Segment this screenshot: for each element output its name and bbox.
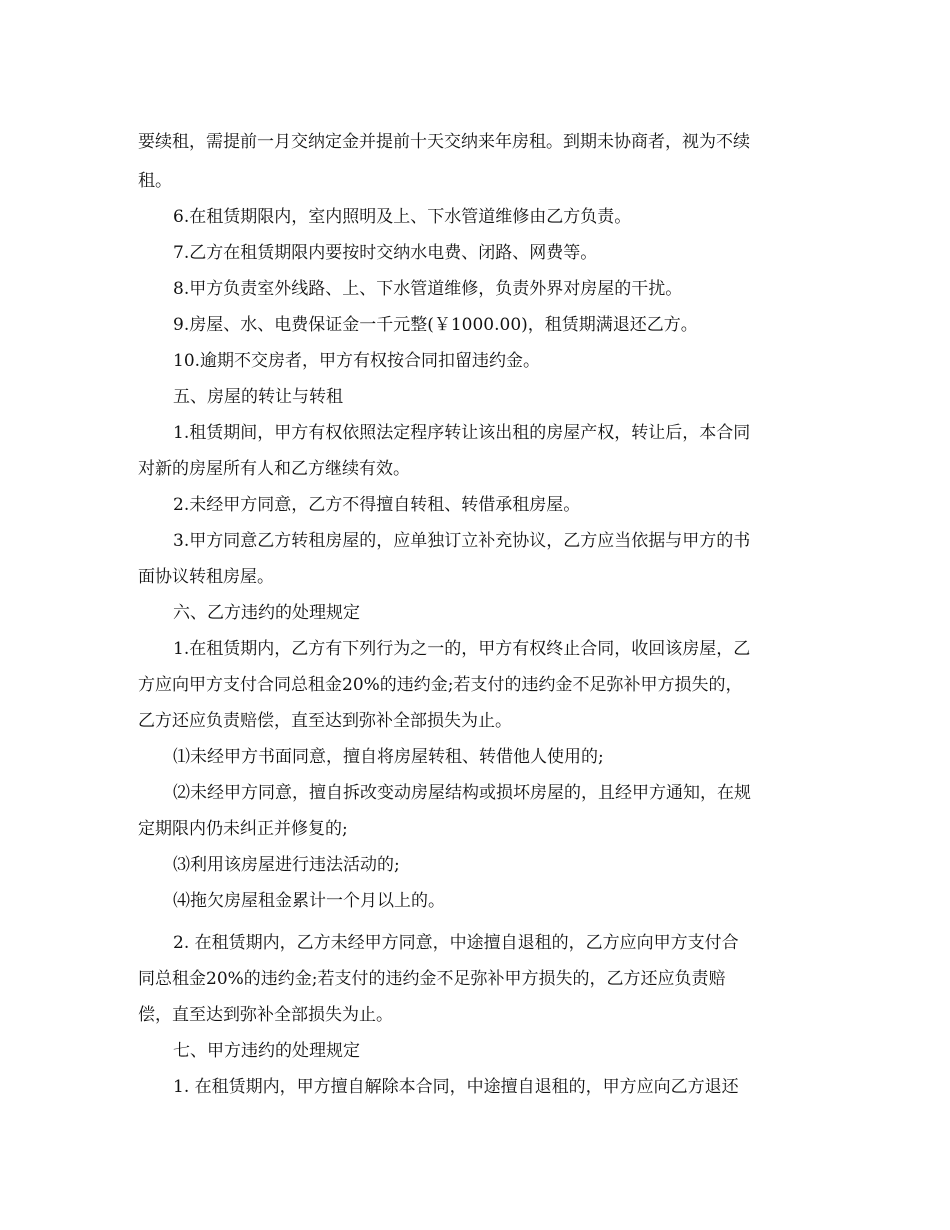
text-line: 乙方还应负责赔偿，直至达到弥补全部损失为止。 xyxy=(138,711,512,731)
text-line: 方应向甲方支付合同总租金20%的违约金;若支付的违约金不足弥补甲方损失的， xyxy=(138,675,743,695)
text-line: 1.租赁期间，甲方有权依照法定程序转让该出租的房屋产权，转让后，本合同 xyxy=(173,423,751,443)
text-line: 定期限内仍未纠正并修复的; xyxy=(138,819,348,839)
text-line: 对新的房屋所有人和乙方继续有效。 xyxy=(138,459,410,479)
section-heading: 七、甲方违约的处理规定 xyxy=(173,1041,360,1061)
text-line: 要续租，需提前一月交纳定金并提前十天交纳来年房租。到期未协商者，视为不续 xyxy=(138,132,750,152)
text-line: 1.在租赁期内，乙方有下列行为之一的，甲方有权终止合同，收回该房屋，乙 xyxy=(173,639,751,659)
section-heading: 六、乙方违约的处理规定 xyxy=(173,603,360,623)
text-line: 6.在租赁期限内，室内照明及上、下水管道维修由乙方负责。 xyxy=(173,207,632,227)
text-line: ⑷拖欠房屋租金累计一个月以上的。 xyxy=(173,891,445,911)
text-line: 面协议转租房屋。 xyxy=(138,567,274,587)
text-line: ⑴未经甲方书面同意，擅自将房屋转租、转借他人使用的; xyxy=(173,747,604,767)
text-line: 同总租金20%的违约金;若支付的违约金不足弥补甲方损失的，乙方还应负责赔 xyxy=(138,969,726,989)
text-line: 3.甲方同意乙方转租房屋的，应单独订立补充协议，乙方应当依据与甲方的书 xyxy=(173,531,751,551)
text-line: 租。 xyxy=(138,171,172,191)
text-line: ⑵未经甲方同意，擅自拆改变动房屋结构或损坏房屋的，且经甲方通知，在规 xyxy=(173,783,751,803)
text-line: 10.逾期不交房者，甲方有权按合同扣留违约金。 xyxy=(173,351,541,371)
text-line: 2. 在租赁期内，乙方未经甲方同意，中途擅自退租的，乙方应向甲方支付合 xyxy=(173,933,739,953)
text-line: 7.乙方在租赁期限内要按时交纳水电费、闭路、网费等。 xyxy=(173,243,598,263)
text-line: ⑶利用该房屋进行违法活动的; xyxy=(173,855,400,875)
text-line: 偿，直至达到弥补全部损失为止。 xyxy=(138,1005,393,1025)
text-line: 9.房屋、水、电费保证金一千元整(￥1000.00)，租赁期满退还乙方。 xyxy=(173,315,698,335)
text-line: 8.甲方负责室外线路、上、下水管道维修，负责外界对房屋的干扰。 xyxy=(173,279,683,299)
text-line: 2.未经甲方同意，乙方不得擅自转租、转借承租房屋。 xyxy=(173,495,581,515)
section-heading: 五、房屋的转让与转租 xyxy=(173,387,343,407)
text-line: 1. 在租赁期内，甲方擅自解除本合同，中途擅自退租的，甲方应向乙方退还 xyxy=(173,1077,739,1097)
